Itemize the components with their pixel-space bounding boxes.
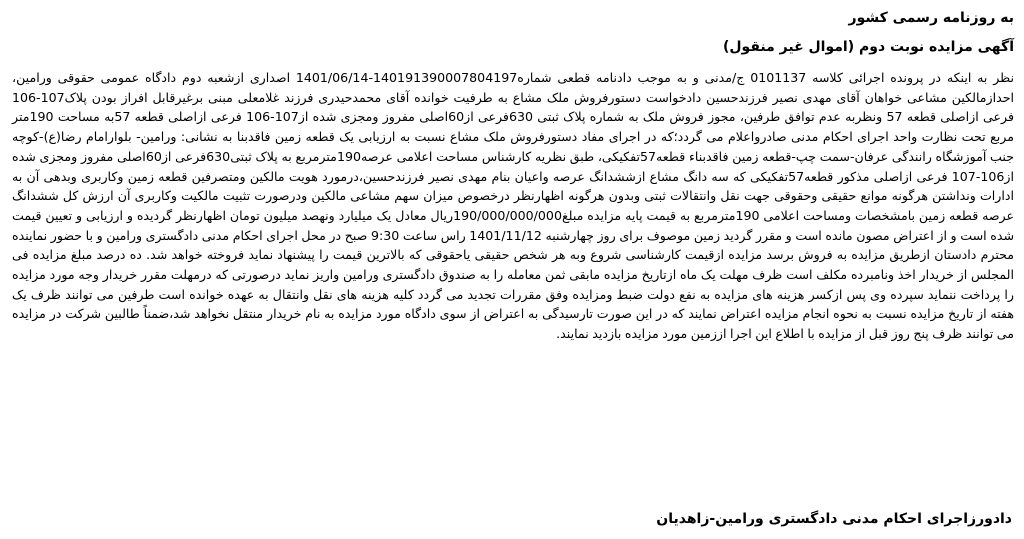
newspaper-name: به روزنامه رسمی کشور (848, 10, 1014, 26)
notice-body: نظر به اینکه در پرونده اجرائی کلاسه 0101137 ج/مدنی و به موجب دادنامه قطعی شماره140191390007804197-1401/06/14 اصداری ازشعبه دوم دادگاه عمومی حقوقی ورامین، احدازمالکین مشاعی خواهان آقای مهدی نصیر فرزندحسین دادخواست دستورفروش ملک مشاع به طرفیت خوانده آقای محمدحیدری فرزند غلامعلی مبنی برغیرقابل افراز بودن پلاک107-106 فرعی ازاصلی قطعه 57 ونظربه عدم توافق طرفین، مجوز فروش ملک به شماره پلاک ثبتی 630فرعی از60اصلی مفروز ومجزی شده از107-106 فرعی ازاصلی قطعه 57به مساحت 190متر مربع تحت نظارت واحد اجرای احکام مدنی صادرواعلام می گردد؛که در اجرای مفاد دستورفروش ملک مشاع نسبت به ارزیابی یک قطعه زمین فاقدبنا به نشانی: ورامین- بلوارامام رضا(ع)-کوچه جنب آموزشگاه رانندگی عرفان-سمت چپ-قطعه زمین فاقدبناء قطعه57تفکیکی، طبق نظریه کارشناس مساحت اعلامی عرصه190مترمربع به پلاک ثبتی630فرعی از60اصلی مفروز ومجزی شده از106-107 فرعی ازاصلی مذکور قطعه57تفکیکی که سه دانگ مشاع ازششدانگ عرصه واعیان بنام مهدی نصیر فرزندحسین،درمورد هویت مالکین ومتصرفین قطعه زمین وکاربری وبدهی آن به ادارات ونداشتن هرگونه موانع حقیقی وحقوقی جهت نقل وانتقالات ثبتی وبدون هرگونه اظهارنظر درخصوص میزان سهم مشاعی مالکین ودرصورت تثبیت مالکیت وکاربری آن ارزش کل ششدانگ عرصه قطعه زمین بامشخصات ومساحت اعلامی 190مترمربع به قیمت پایه مزایده مبلغ190/000/000/000ریال معادل یک میلیارد ونهصد میلیون تومان اظهارنظر گردیده و ارزیابی و تعیین قیمت شده است و از اعتراض مصون مانده است و مقرر گردید زمین موصوف برای روز چهارشنبه 1401/11/12 راس ساعت 9:30 صبح در محل اجرای احکام مدنی دادگستری ورامین و با حضور نماینده محترم دادستان ازطریق مزایده به فروش برسد مزایده ازقیمت کارشناسی شروع وبه هر شخص حقیقی یاحقوقی که بالاترین قیمت را پیشنهاد نماید فروخته خواهد شد. ده درصد مبلغ مزایده فی المجلس از خریدار اخذ ونامبرده مکلف است ظرف مهلت یک ماه ازتاریخ مزایده مابقی ثمن معامله را به صندوق دادگستری ورامین واریز نماید درصورتی که درمهلت مقرر خریدار وجه مورد مزایده را پرداخت ننماید سپرده وی پس ازکسر هزینه های مزایده به نفع دولت ضبط ومزایده وفق مقررات تجدید می گردد کلیه هزینه های نقل وانتقال به عهده خوانده است طرفین می توانند ظرف یک هفته از تاریخ مزایده نسبت به نحوه انجام مزایده اعتراض نمایند که در این صورت تارسیدگی به اعتراض از سوی دادگاه مورد مزایده به نام خریدار منتقل نخواهد شد،ضمناً طالبین شرکت در مزایده می توانند ظرف پنج روز قبل از مزایده با اطلاع این اجرا اززمین مورد مزایده بازدید نمایند. (12, 70, 1015, 342)
notice-title: آگهی مزایده نوبت دوم (اموال غیر منقول) (723, 39, 1014, 55)
notice-signature: دادورزاجرای احکام مدنی دادگستری ورامین-زاهدیان (656, 511, 1012, 527)
